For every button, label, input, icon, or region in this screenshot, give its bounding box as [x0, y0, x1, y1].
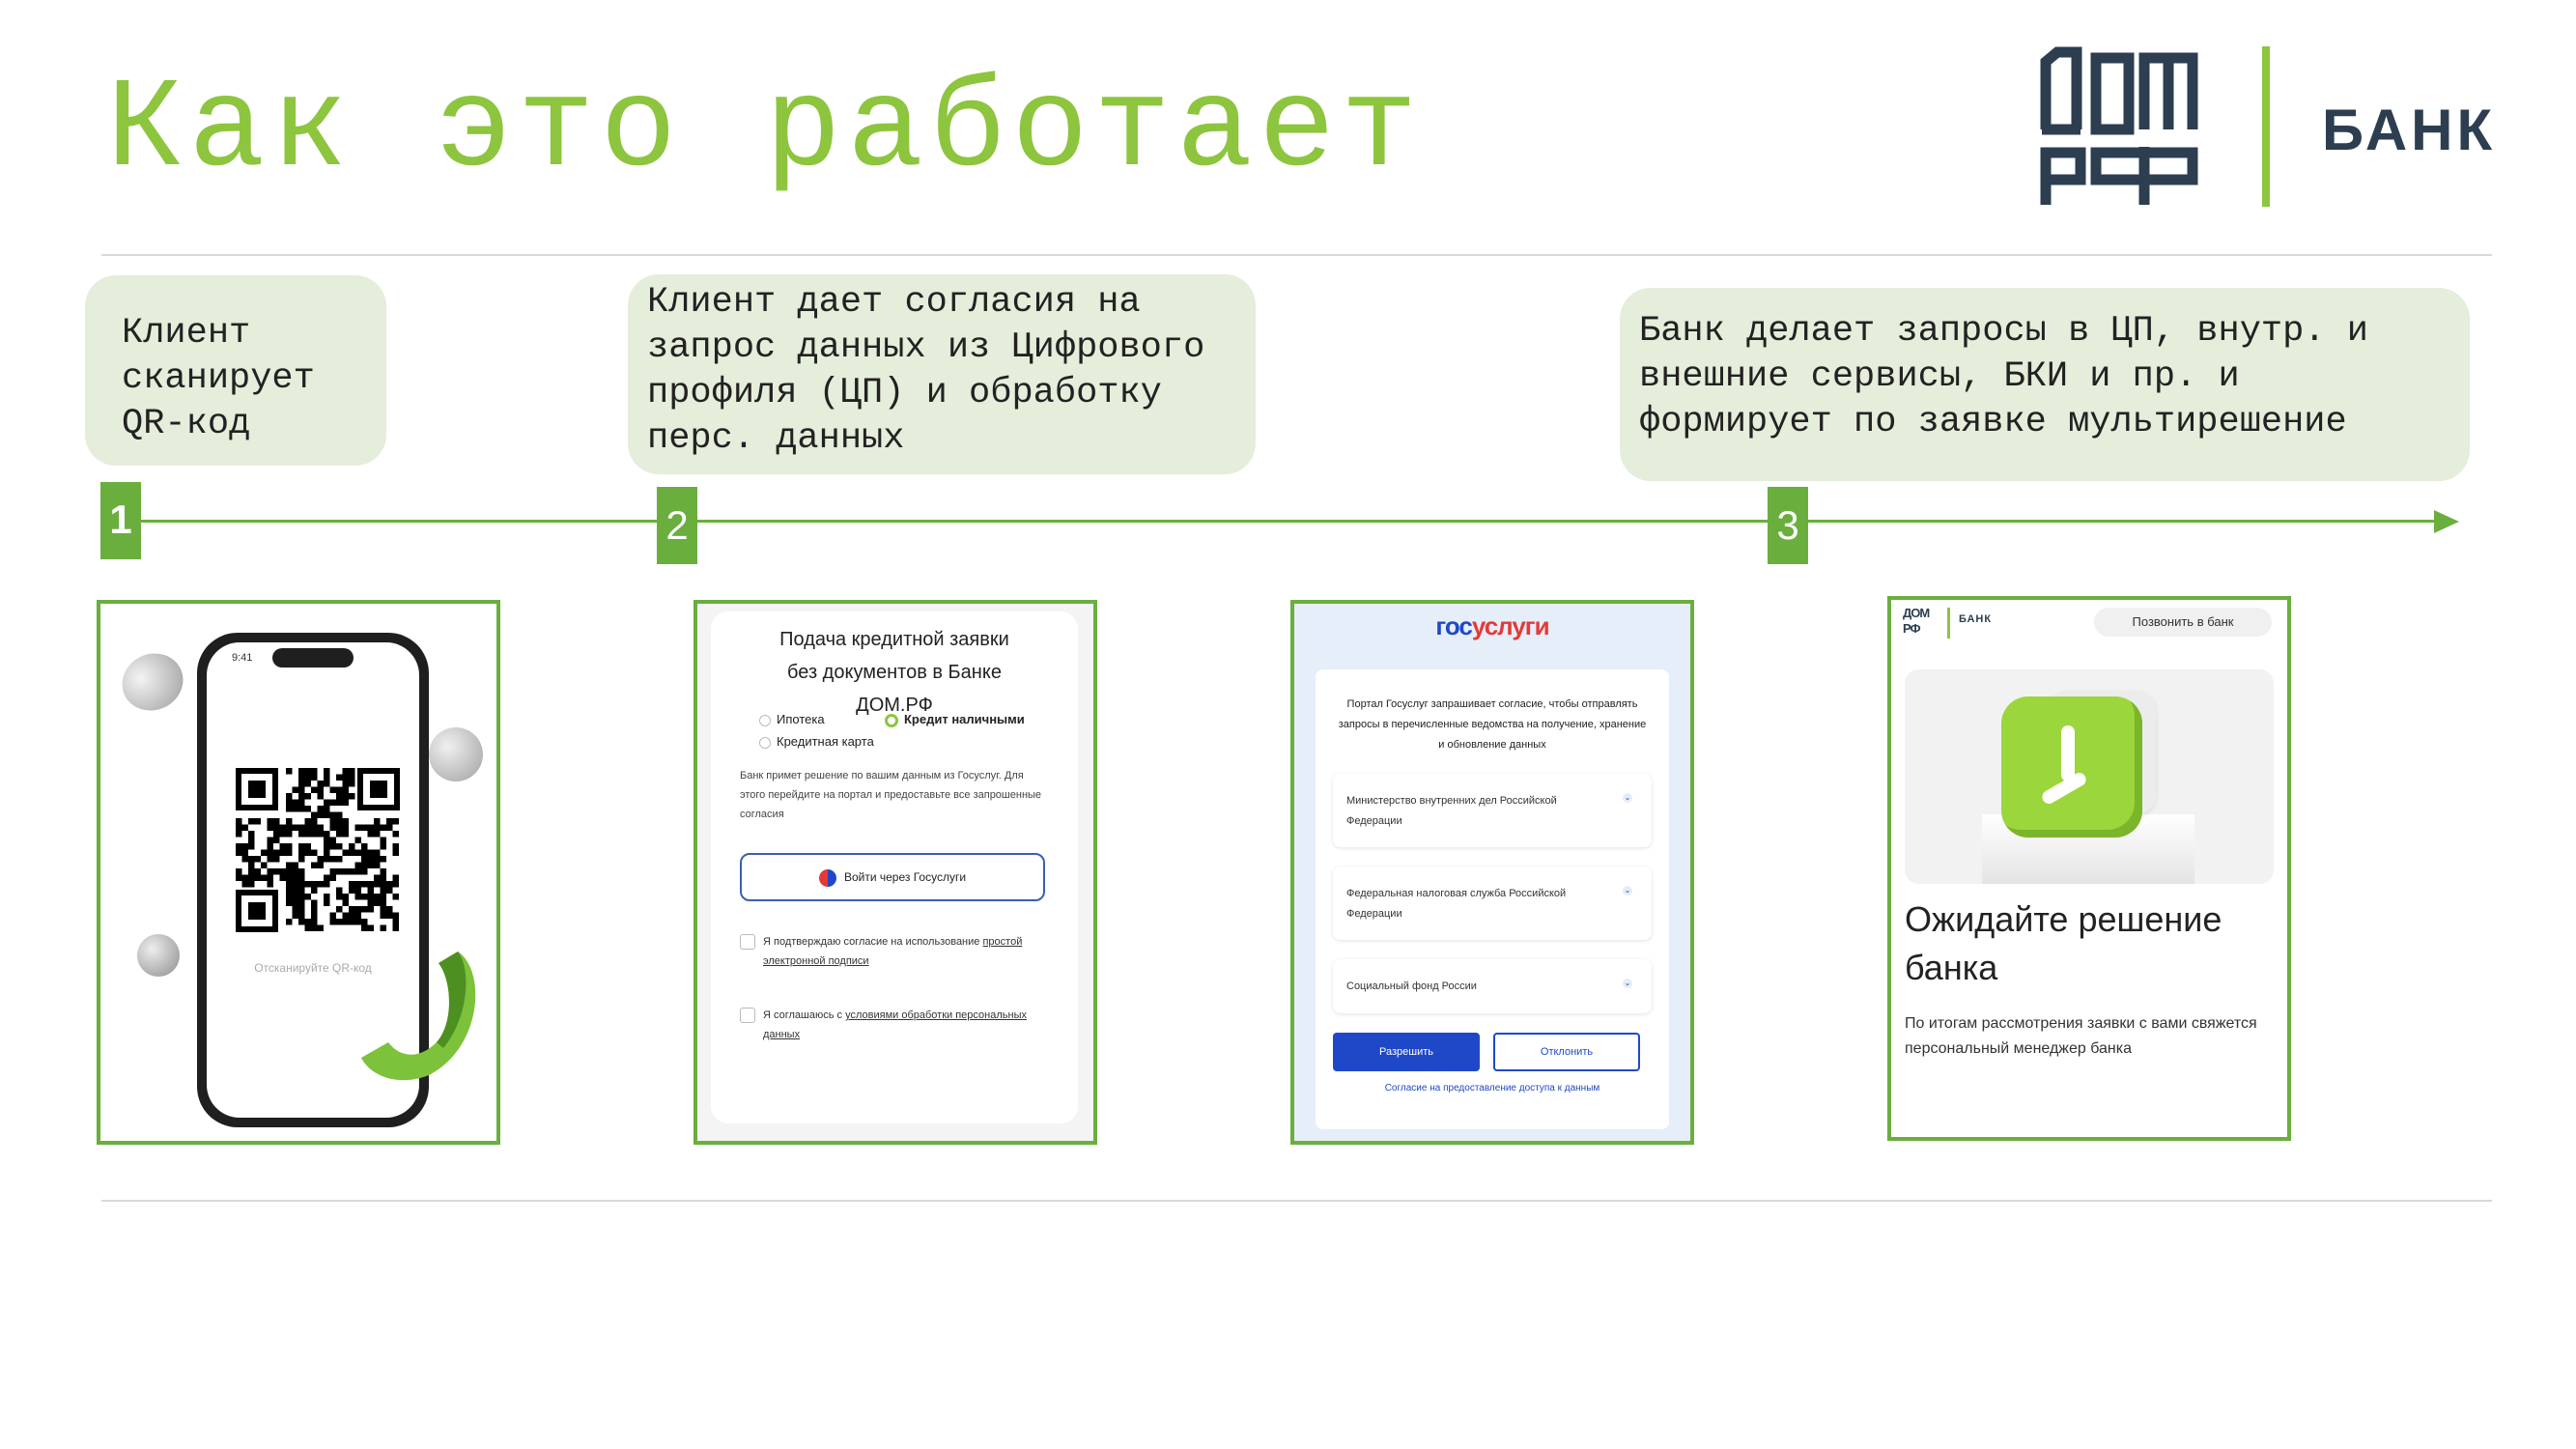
- pd-terms-link[interactable]: условиями обработки персональных данных: [763, 1009, 1027, 1040]
- mini-logo-bank: БАНК: [1959, 613, 1993, 625]
- esign-link[interactable]: простой электронной подписи: [763, 936, 1023, 967]
- agency-item[interactable]: Федеральная налоговая служба Российской Федерации ⌄: [1333, 867, 1652, 940]
- coin-icon: [429, 727, 483, 781]
- timeline-line: [141, 520, 2449, 523]
- step2-bubble: Клиент дает согласия на запрос данных из Цифрового профиля (ЦП) и обработку перс. данных: [628, 274, 1256, 474]
- coin-icon: [137, 934, 180, 977]
- gosuslugi-icon: [819, 869, 836, 887]
- dom-rf-logo: [2038, 46, 2497, 211]
- step-badge-3: 3: [1768, 487, 1808, 564]
- coin-icon: [113, 643, 193, 721]
- consent-intro: Портал Госуслуг запрашивает согласие, чтобы отправлять запросы в перечисленные ведомства на получение, хранение и обновление данных: [1338, 698, 1647, 751]
- option-cash-loan[interactable]: Кредит наличными: [885, 712, 1025, 727]
- screen-gosuslugi-consent: [1290, 600, 1694, 1145]
- screen-qr-scan: [97, 600, 500, 1145]
- gosuslugi-login-button[interactable]: Войти через Госуслуги: [740, 853, 1045, 901]
- chevron-down-icon: ⌄: [1624, 793, 1631, 802]
- allow-button[interactable]: Разрешить: [1333, 1033, 1480, 1071]
- timeline-arrow-icon: [2434, 510, 2459, 533]
- step-badge-2: 2: [657, 487, 697, 564]
- dom-rf-logo-mark: [2038, 46, 2202, 211]
- decline-button[interactable]: Отклонить: [1493, 1033, 1640, 1071]
- qr-code: [236, 768, 400, 932]
- step1-bubble: Клиент сканирует QR-код: [85, 275, 386, 466]
- agency-item[interactable]: Социальный фонд России ⌄: [1333, 959, 1652, 1013]
- phone-notch: [272, 648, 354, 668]
- clock-illustration: [1905, 669, 2274, 884]
- option-mortgage[interactable]: Ипотека: [759, 712, 825, 726]
- consent-pd-checkbox[interactable]: [740, 1008, 755, 1023]
- mini-logo-divider: [1947, 608, 1950, 639]
- form-note: Банк примет решение по вашим данным из Госуслуг. Для этого перейдите на портал и предоставьте все запрошенные согласия: [740, 770, 1042, 820]
- chevron-down-icon: ⌄: [1624, 979, 1631, 987]
- form-title: Подача кредитной заявки без документов в Банке ДОМ.РФ: [779, 629, 1009, 716]
- await-heading: Ожидайте решение банка: [1905, 899, 2222, 987]
- consent-footer-link[interactable]: Согласие на предоставление доступа к данным: [1384, 1083, 1600, 1094]
- call-bank-button[interactable]: Позвонить в банк: [2094, 608, 2272, 637]
- radio-selected-icon: [885, 714, 898, 727]
- step-badge-1: 1: [100, 482, 141, 559]
- qr-caption: Отсканируйте QR-код: [254, 961, 372, 975]
- consent-esign-checkbox[interactable]: [740, 934, 755, 950]
- consent-card: [1316, 669, 1669, 1129]
- status-time: 9:41: [232, 652, 253, 664]
- await-body: По итогам рассмотрения заявки с вами свяжется персональный менеджер банка: [1905, 1015, 2257, 1057]
- logo-bank-text: БАНК: [2322, 98, 2497, 162]
- consent-esign-text: Я подтверждаю согласие на использование простой электронной подписи: [763, 936, 1023, 967]
- step3-bubble: Банк делает запросы в ЦП, внутр. и внешние сервисы, БКИ и пр. и формирует по заявке мультирешение: [1620, 288, 2470, 481]
- agency-item[interactable]: Министерство внутренних дел Российской Федерации ⌄: [1333, 774, 1652, 847]
- top-divider: [101, 254, 2492, 256]
- clock-icon: [2001, 696, 2142, 838]
- gosuslugi-logo: госуслуги: [1435, 611, 1549, 640]
- logo-divider: [2262, 46, 2270, 207]
- screen-await-decision: [1887, 596, 2291, 1141]
- radio-icon: [759, 737, 771, 749]
- bottom-divider: [101, 1200, 2492, 1202]
- mini-logo: ДОМ РФ: [1903, 606, 1930, 636]
- radio-icon: [759, 715, 771, 726]
- screen-credit-application: [694, 600, 1097, 1145]
- form-card: [711, 611, 1078, 1123]
- checkmark-icon: [361, 942, 496, 1087]
- chevron-down-icon: ⌄: [1624, 886, 1631, 895]
- consent-pd-text: Я соглашаюсь с условиями обработки персональных данных: [763, 1009, 1027, 1040]
- page-title: Как это работает: [106, 58, 1424, 203]
- option-credit-card[interactable]: Кредитная карта: [759, 734, 874, 749]
